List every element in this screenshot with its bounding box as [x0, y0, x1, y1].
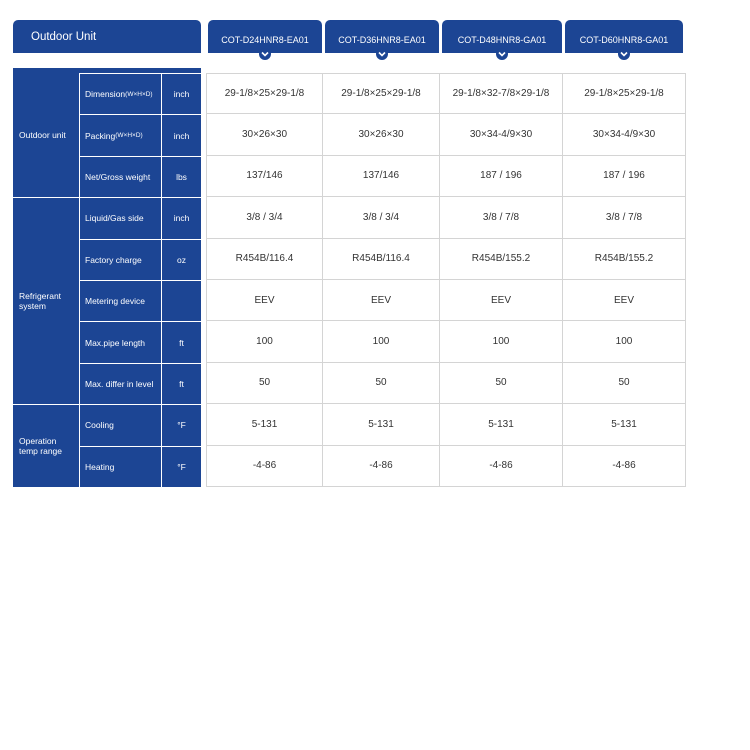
- table-cell: -4-86: [206, 446, 323, 487]
- table-cell: 137/146: [323, 156, 440, 197]
- table-cell: 3/8 / 7/8: [440, 197, 563, 238]
- table-cell: 30×26×30: [206, 114, 323, 155]
- table-cell: -4-86: [323, 446, 440, 487]
- table-cell: R454B/116.4: [323, 239, 440, 280]
- model-tab-1: [208, 20, 322, 53]
- table-cell: 29-1/8×25×29-1/8: [563, 73, 686, 114]
- spec-table: [13, 73, 686, 487]
- unit-label: [161, 280, 201, 321]
- unit-label: °F: [161, 446, 201, 487]
- table-cell: R454B/155.2: [563, 239, 686, 280]
- group-label: Operation temp range: [13, 404, 79, 487]
- header-title-tab: [13, 20, 201, 53]
- model-name: COT-D36HNR8-EA01: [338, 35, 426, 45]
- table-cell: 50: [206, 363, 323, 404]
- param-label: Heating: [79, 446, 161, 487]
- param-label: Dimension (W×H×D): [79, 73, 161, 114]
- unit-label: lbs: [161, 156, 201, 197]
- chevron-down-icon: [496, 48, 508, 60]
- table-cell: 3/8 / 3/4: [206, 197, 323, 238]
- table-cell: -4-86: [563, 446, 686, 487]
- param-label: Net/Gross weight: [79, 156, 161, 197]
- param-label: Cooling: [79, 404, 161, 445]
- table-cell: 5-131: [440, 404, 563, 445]
- table-cell: 187 / 196: [440, 156, 563, 197]
- param-suffix: (W×H×D): [115, 132, 143, 140]
- table-cell: 29-1/8×25×29-1/8: [323, 73, 440, 114]
- model-tab-4: [565, 20, 683, 53]
- table-cell: 30×26×30: [323, 114, 440, 155]
- table-cell: R454B/116.4: [206, 239, 323, 280]
- param-label: Max.pipe length: [79, 321, 161, 362]
- param-label: Max. differ in level: [79, 363, 161, 404]
- model-tab-3: [442, 20, 562, 53]
- unit-label: ft: [161, 321, 201, 362]
- param-suffix: (W×H×D): [125, 90, 153, 98]
- param-label: Factory charge: [79, 239, 161, 280]
- table-cell: 5-131: [323, 404, 440, 445]
- param-label: Packing (W×H×D): [79, 114, 161, 155]
- table-cell: 187 / 196: [563, 156, 686, 197]
- model-name: COT-D48HNR8-GA01: [457, 35, 547, 45]
- table-cell: 50: [440, 363, 563, 404]
- model-tab-2: [325, 20, 439, 53]
- group-label: Outdoor unit: [13, 73, 79, 197]
- unit-label: inch: [161, 197, 201, 238]
- model-name: COT-D24HNR8-EA01: [221, 35, 309, 45]
- unit-label: ft: [161, 363, 201, 404]
- unit-label: inch: [161, 114, 201, 155]
- param-label: Metering device: [79, 280, 161, 321]
- table-cell: EEV: [440, 280, 563, 321]
- unit-label: oz: [161, 239, 201, 280]
- unit-label: inch: [161, 73, 201, 114]
- table-cell: EEV: [323, 280, 440, 321]
- chevron-down-icon: [618, 48, 630, 60]
- table-cell: EEV: [563, 280, 686, 321]
- chevron-down-icon: [376, 48, 388, 60]
- group-label: Refrigerant system: [13, 197, 79, 404]
- table-cell: 100: [206, 321, 323, 362]
- model-name: COT-D60HNR8-GA01: [579, 35, 669, 45]
- table-cell: 30×34-4/9×30: [563, 114, 686, 155]
- table-cell: 50: [323, 363, 440, 404]
- table-cell: 50: [563, 363, 686, 404]
- table-cell: -4-86: [440, 446, 563, 487]
- table-cell: 3/8 / 3/4: [323, 197, 440, 238]
- table-cell: 29-1/8×32-7/8×29-1/8: [440, 73, 563, 114]
- table-cell: R454B/155.2: [440, 239, 563, 280]
- table-cell: 29-1/8×25×29-1/8: [206, 73, 323, 114]
- table-cell: 100: [323, 321, 440, 362]
- table-cell: 5-131: [206, 404, 323, 445]
- table-cell: 137/146: [206, 156, 323, 197]
- table-cell: 30×34-4/9×30: [440, 114, 563, 155]
- table-cell: 100: [440, 321, 563, 362]
- unit-label: °F: [161, 404, 201, 445]
- table-cell: EEV: [206, 280, 323, 321]
- table-cell: 5-131: [563, 404, 686, 445]
- header-title: Outdoor Unit: [31, 31, 97, 43]
- table-cell: 100: [563, 321, 686, 362]
- chevron-down-icon: [259, 48, 271, 60]
- param-label: Liquid/Gas side: [79, 197, 161, 238]
- table-cell: 3/8 / 7/8: [563, 197, 686, 238]
